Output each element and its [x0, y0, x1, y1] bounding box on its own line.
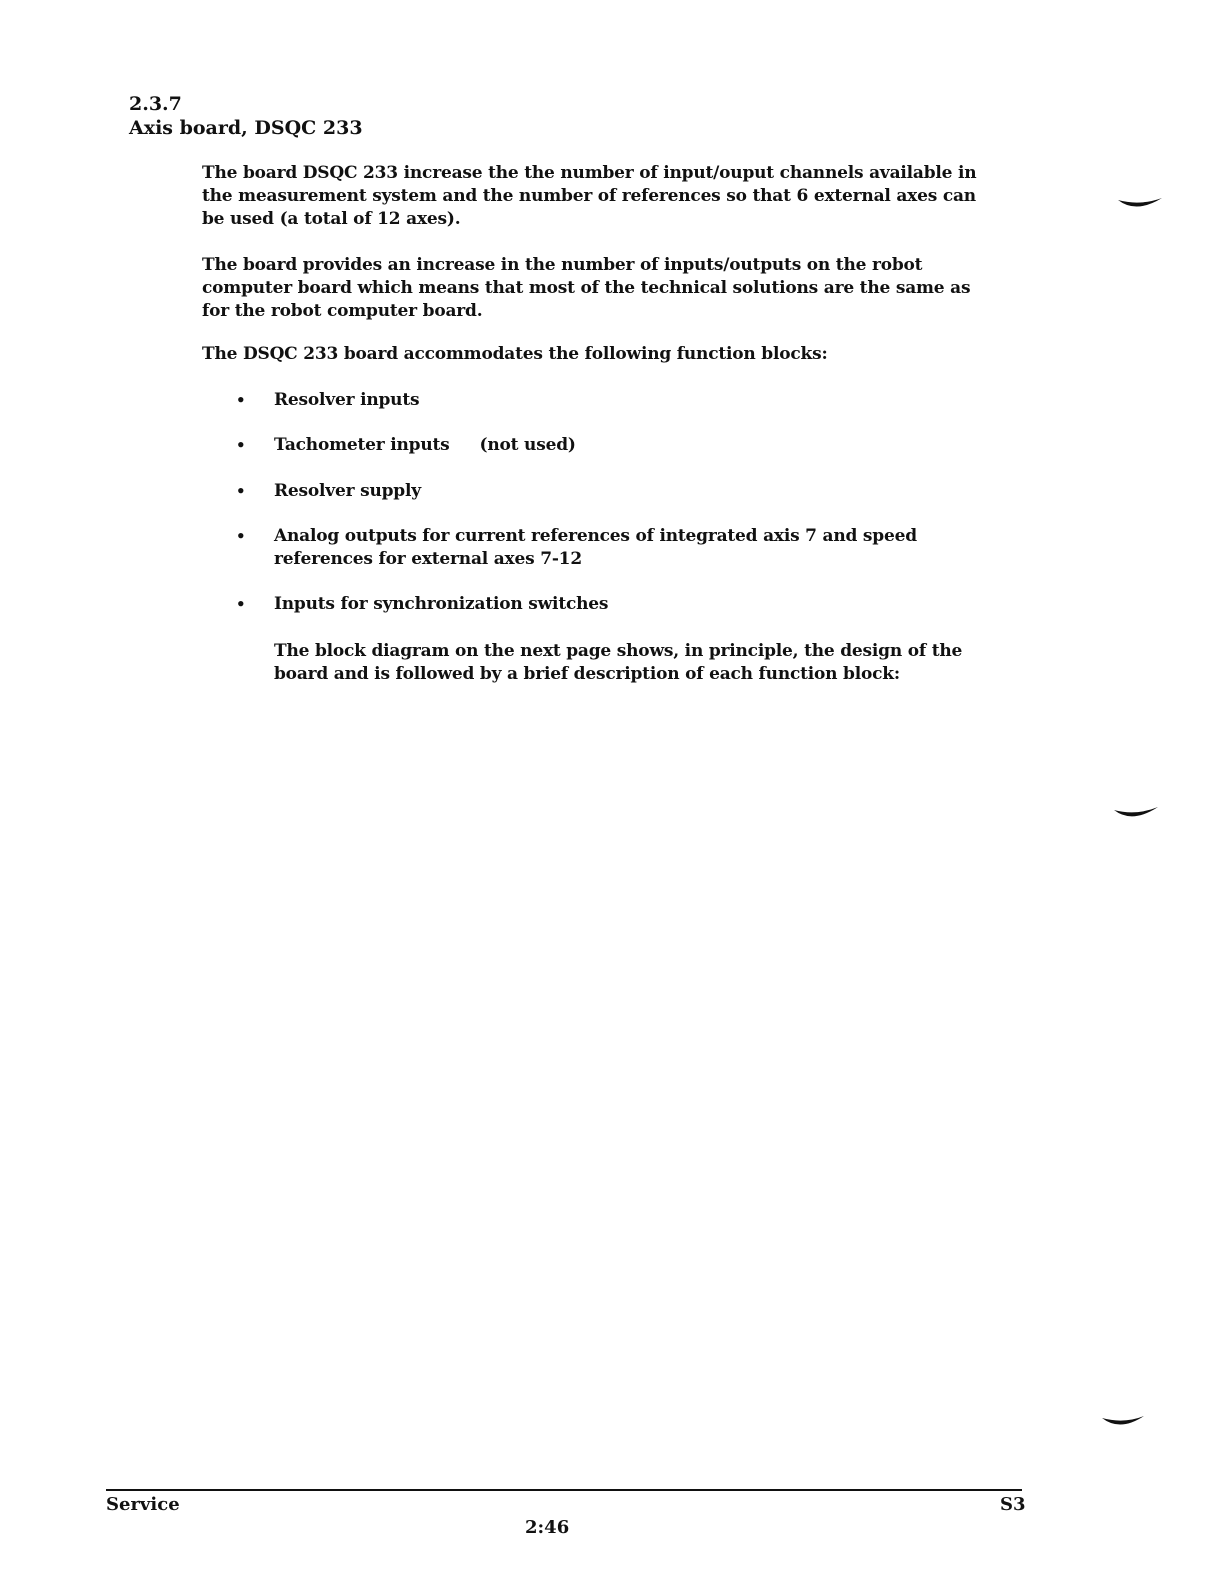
binder-mark-icon [1112, 802, 1160, 824]
binder-mark-icon [1100, 1410, 1148, 1432]
bullet-icon: • [236, 595, 246, 613]
list-item-text: Tachometer inputs (not used) [274, 435, 576, 455]
list-item-note: (not used) [479, 435, 576, 455]
bullet-icon: • [236, 527, 246, 545]
footer-rule [106, 1489, 1022, 1491]
paragraph-function-blocks: The DSQC 233 board accommodates the following function blocks: [202, 344, 828, 364]
footer-left-label: Service [106, 1494, 180, 1515]
binder-mark-icon [1116, 192, 1164, 214]
bullet-icon: • [236, 482, 246, 500]
bullet-icon: • [236, 391, 246, 409]
paragraph-io-increase: The board provides an increase in the number of inputs/outputs on the robot computer board which means that most of the technical solutions are the same as for the robot computer board. [202, 255, 971, 321]
bullet-icon: • [236, 436, 246, 454]
paragraph-block-diagram-note: The block diagram on the next page shows, in principle, the design of the board and is followed by a brief description of each function block: [274, 641, 963, 684]
section-title: Axis board, DSQC 233 [129, 117, 363, 139]
list-item-text: Analog outputs for current references of integrated axis 7 and speed references for external axes 7-12 [274, 526, 917, 569]
list-item-text: Resolver inputs [274, 390, 420, 410]
paragraph-intro: The board DSQC 233 increase the the number of input/ouput channels available in the measurement system and the number of references so that 6 external axes can be used (a total of 12 axes). [202, 163, 977, 229]
list-item-text: Resolver supply [274, 481, 421, 501]
section-number: 2.3.7 [129, 93, 182, 115]
footer-right-label: S3 [1000, 1494, 1026, 1515]
page-number: 2:46 [525, 1517, 570, 1538]
list-item-text: Inputs for synchronization switches [274, 594, 609, 614]
